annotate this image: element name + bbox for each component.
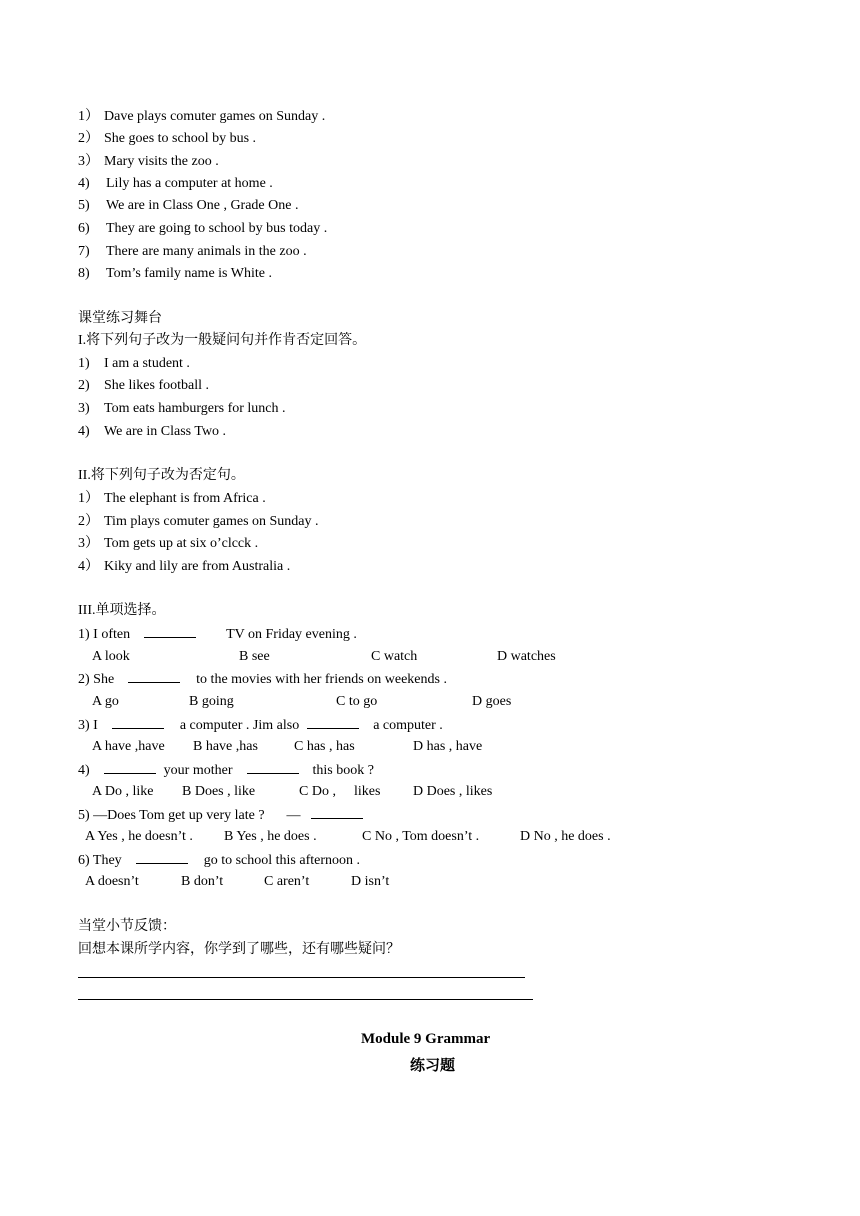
list-item: 2） Tim plays comuter games on Sunday .: [78, 514, 319, 529]
answer-blank: [311, 806, 363, 819]
list-item: 7) There are many animals in the zoo .: [78, 244, 307, 259]
option: D isn’t: [351, 874, 390, 889]
option: B have ,has: [193, 739, 258, 754]
list-item: 4） Kiky and lily are from Australia .: [78, 559, 291, 574]
answer-blank: [112, 716, 164, 729]
answer-blank: [128, 670, 180, 683]
answer-blank: [104, 761, 156, 774]
option: B Yes , he does .: [224, 829, 317, 844]
practice-heading: 课堂练习舞台: [78, 311, 162, 326]
option: A doesn’t: [85, 874, 139, 889]
list-item: 4) Lily has a computer at home .: [78, 176, 273, 191]
option: C watch: [371, 649, 418, 664]
option: A Yes , he doesn’t .: [85, 829, 193, 844]
answer-blank: [136, 851, 188, 864]
option: likes: [354, 784, 381, 799]
exercise-subtitle: 练习题: [410, 1058, 456, 1074]
option: C has , has: [294, 739, 355, 754]
list-item: 1） Dave plays comuter games on Sunday .: [78, 109, 326, 124]
question-4: 4) your mother this book ?: [78, 763, 374, 778]
answer-blank: [307, 716, 359, 729]
list-item: 2) She likes football .: [78, 378, 209, 393]
option: D has , have: [413, 739, 483, 754]
list-item: 6) They are going to school by bus today .: [78, 221, 328, 236]
option: C aren’t: [264, 874, 310, 889]
list-item: 3） Mary visits the zoo .: [78, 154, 219, 169]
list-item: 2） She goes to school by bus .: [78, 131, 257, 146]
option: B going: [189, 694, 234, 709]
option: D goes: [472, 694, 512, 709]
option: D Does , likes: [413, 784, 493, 799]
question-3: 3) I a computer . Jim also a computer .: [78, 718, 443, 733]
question-2: 2) She to the movies with her friends on weekends .: [78, 672, 447, 687]
option: A Do , like: [92, 784, 154, 799]
answer-blank: [144, 625, 196, 638]
option: B don’t: [181, 874, 224, 889]
answer-line: [78, 999, 533, 1000]
option: A go: [92, 694, 119, 709]
list-item: 5) We are in Class One , Grade One .: [78, 198, 299, 213]
part3-instruction: III.单项选择。: [78, 603, 166, 618]
option: C Do ,: [299, 784, 336, 799]
option: A have ,have: [92, 739, 165, 754]
option: C No , Tom doesn’t .: [362, 829, 480, 844]
part1-instruction: I.将下列句子改为一般疑问句并作肯否定回答。: [78, 333, 367, 348]
list-item: 1) I am a student .: [78, 356, 190, 371]
question-6: 6) They go to school this afternoon .: [78, 853, 360, 868]
list-item: 3) Tom eats hamburgers for lunch .: [78, 401, 286, 416]
part2-instruction: II.将下列句子改为否定句。: [78, 468, 245, 483]
option: B see: [239, 649, 270, 664]
question-5: 5) —Does Tom get up very late ? —: [78, 806, 363, 825]
module-title: Module 9 Grammar: [361, 1031, 491, 1047]
question-1: 1) I often TV on Friday evening .: [78, 627, 357, 642]
answer-line: [78, 977, 525, 978]
option: B Does , like: [182, 784, 256, 799]
option: C to go: [336, 694, 378, 709]
list-item: 4) We are in Class Two .: [78, 424, 227, 439]
option: D watches: [497, 649, 556, 664]
feedback-heading: 当堂小节反馈：: [78, 919, 176, 934]
option: D No , he does .: [520, 829, 611, 844]
list-item: 8) Tom’s family name is White .: [78, 266, 272, 281]
option: A look: [92, 649, 130, 664]
feedback-prompt: 回想本课所学内容，你学到了哪些，还有哪些疑问？: [78, 942, 400, 957]
list-item: 1） The elephant is from Africa .: [78, 491, 266, 506]
list-item: 3） Tom gets up at six o’clcck .: [78, 536, 259, 551]
answer-blank: [247, 761, 299, 774]
